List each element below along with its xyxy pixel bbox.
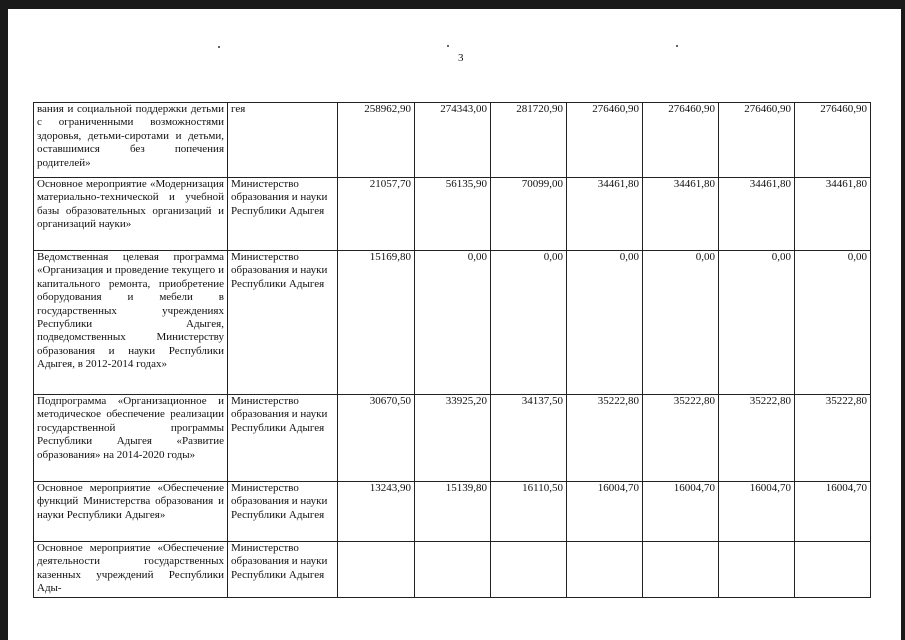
responsible-organization: Министерство образования и науки Республики Адыгея xyxy=(228,482,338,542)
funding-value: 35222,80 xyxy=(567,395,643,482)
table-row xyxy=(34,251,871,395)
funding-value: 16004,70 xyxy=(567,482,643,542)
table-row xyxy=(34,103,871,178)
funding-value: 0,00 xyxy=(567,251,643,395)
funding-value: 21057,70 xyxy=(338,178,415,251)
funding-value: 16110,50 xyxy=(491,482,567,542)
funding-value: 0,00 xyxy=(795,251,871,395)
funding-value: 34461,80 xyxy=(719,178,795,251)
responsible-organization: Министерство образования и науки Республики Адыгея xyxy=(228,542,338,598)
funding-value: 34461,80 xyxy=(567,178,643,251)
funding-value: 276460,90 xyxy=(795,103,871,178)
funding-value: 258962,90 xyxy=(338,103,415,178)
table-row xyxy=(34,395,871,482)
funding-value xyxy=(415,542,491,598)
scan-speck xyxy=(447,45,449,47)
funding-value: 0,00 xyxy=(491,251,567,395)
funding-value xyxy=(491,542,567,598)
table-row xyxy=(34,178,871,251)
budget-table xyxy=(33,102,871,598)
funding-value: 56135,90 xyxy=(415,178,491,251)
funding-value: 13243,90 xyxy=(338,482,415,542)
table-row xyxy=(34,542,871,598)
program-description: Основное мероприятие «Обеспечение деятельности государственных казенных учреждений Республики Ады- xyxy=(34,542,228,598)
funding-value xyxy=(643,542,719,598)
responsible-organization: гея xyxy=(228,103,338,178)
funding-value xyxy=(719,542,795,598)
scan-speck xyxy=(676,45,678,47)
responsible-organization: Министерство образования и науки Республики Адыгея xyxy=(228,251,338,395)
program-description: вания и социальной поддержки детьми с ограниченными возможностями здоровья, детьми-сиротами и детьми, оставшимися без попечения родителей» xyxy=(34,103,228,178)
responsible-organization: Министерство образования и науки Республики Адыгея xyxy=(228,178,338,251)
funding-value: 16004,70 xyxy=(719,482,795,542)
funding-value: 276460,90 xyxy=(719,103,795,178)
funding-value xyxy=(567,542,643,598)
funding-value: 34461,80 xyxy=(643,178,719,251)
funding-value: 15139,80 xyxy=(415,482,491,542)
funding-value: 34137,50 xyxy=(491,395,567,482)
scan-border-right xyxy=(901,0,905,640)
funding-value: 33925,20 xyxy=(415,395,491,482)
funding-value: 276460,90 xyxy=(567,103,643,178)
page-number: 3 xyxy=(458,52,464,64)
funding-value: 16004,70 xyxy=(795,482,871,542)
scan-border-top xyxy=(0,0,905,9)
funding-value: 34461,80 xyxy=(795,178,871,251)
funding-value: 274343,00 xyxy=(415,103,491,178)
funding-value: 281720,90 xyxy=(491,103,567,178)
scan-speck xyxy=(218,46,220,48)
funding-value: 35222,80 xyxy=(643,395,719,482)
responsible-organization: Министерство образования и науки Республики Адыгея xyxy=(228,395,338,482)
funding-value: 276460,90 xyxy=(643,103,719,178)
program-description: Основное мероприятие «Модернизация материально-технической и учебной базы образовательных организаций и организаций науки» xyxy=(34,178,228,251)
funding-value: 0,00 xyxy=(719,251,795,395)
funding-value: 0,00 xyxy=(643,251,719,395)
program-description: Подпрограмма «Организационное и методическое обеспечение реализации государственной программы Республики Адыгея «Развитие образования» на 2014-2020 годы» xyxy=(34,395,228,482)
funding-value: 70099,00 xyxy=(491,178,567,251)
funding-value xyxy=(338,542,415,598)
table-row xyxy=(34,482,871,542)
funding-value: 15169,80 xyxy=(338,251,415,395)
program-description: Ведомственная целевая программа «Организация и проведение текущего и капитального ремонта, приобретение оборудования и мебели в государственных учреждениях Республики Адыгея, подведомственных Министерству образования и науки Республики Адыгея, в 2012-2014 годах» xyxy=(34,251,228,395)
funding-value xyxy=(795,542,871,598)
funding-value: 0,00 xyxy=(415,251,491,395)
funding-value: 30670,50 xyxy=(338,395,415,482)
funding-value: 35222,80 xyxy=(719,395,795,482)
funding-value: 16004,70 xyxy=(643,482,719,542)
program-description: Основное мероприятие «Обеспечение функций Министерства образования и науки Республики Адыгея» xyxy=(34,482,228,542)
scan-border-left xyxy=(0,0,8,640)
funding-value: 35222,80 xyxy=(795,395,871,482)
